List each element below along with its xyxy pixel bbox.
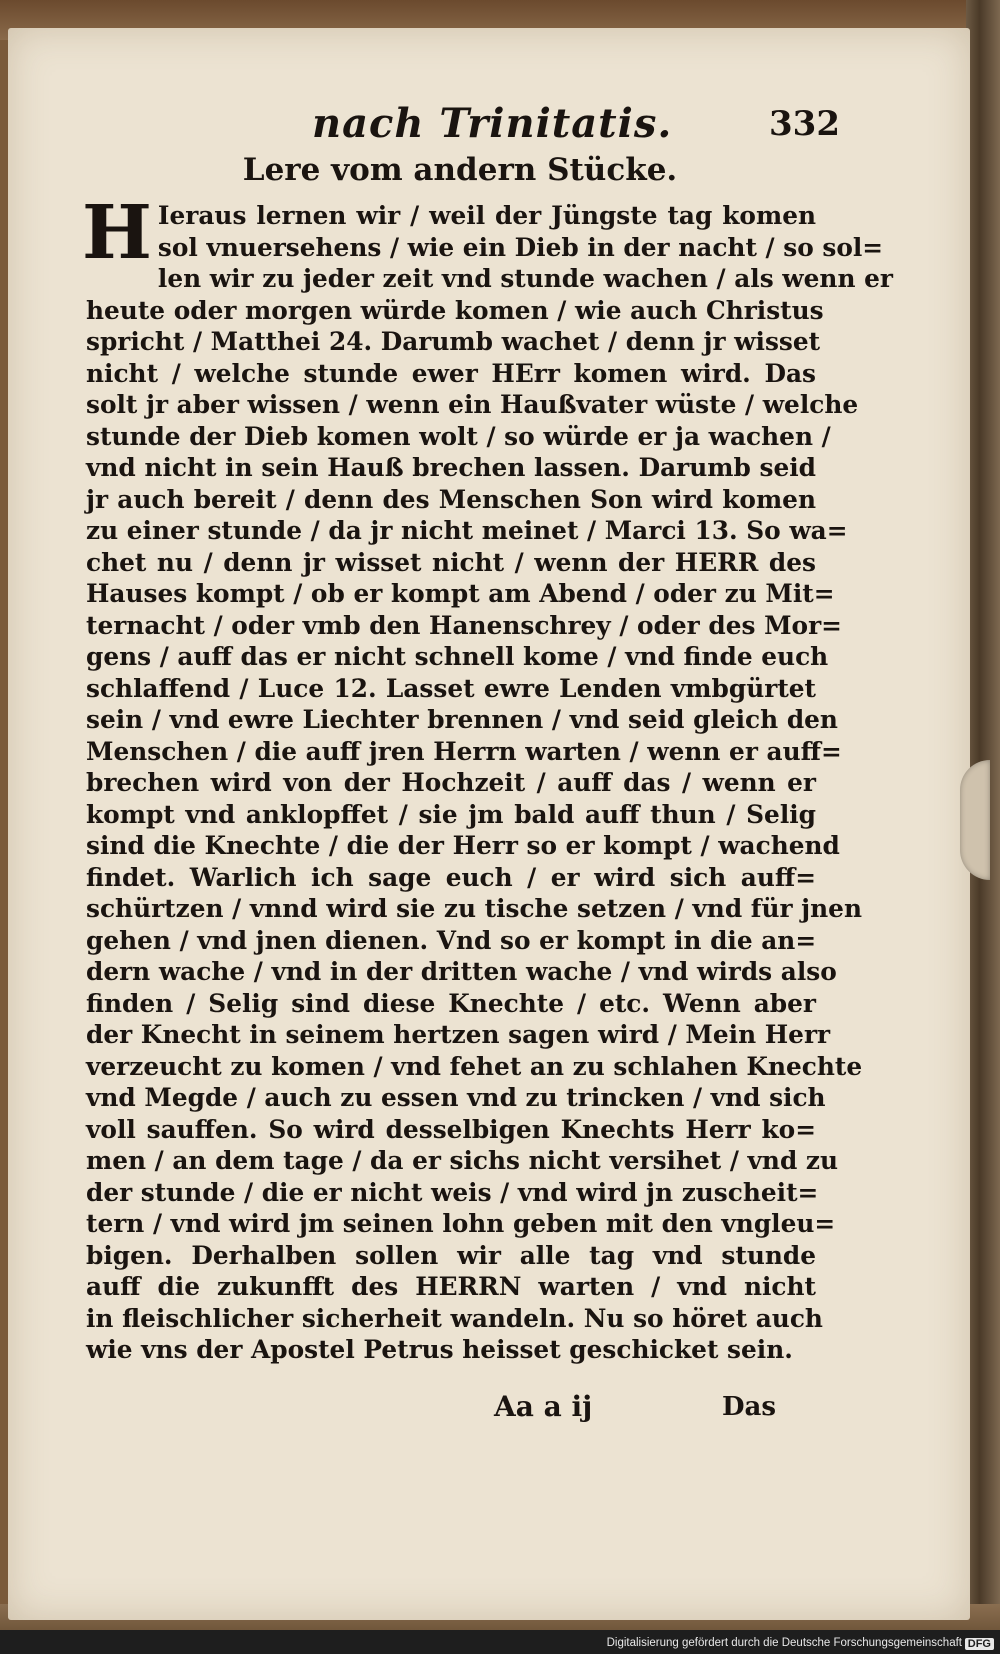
text-line: solt jr aber wissen / wenn ein Haußvater wüste / welche [86,390,859,419]
text-line: tern / vnd wird jm seinen lohn geben mit den vngleu= [86,1209,836,1238]
text-line: jr auch bereit / denn des Menschen Son wird komen [86,484,816,514]
signature-mark: Aa a ij [494,1390,593,1423]
dfg-credit-text: Digitalisierung gefördert durch die Deutsche Forschungsgemeinschaft [606,1637,962,1649]
running-head: nach Trinitatis. [312,100,673,147]
text-line: ternacht / oder vmb den Hanenschrey / oder des Mor= [86,610,842,640]
text-line: dern wache / vnd in der dritten wache / vnd wirds also [86,957,837,986]
text-line: chet nu / denn jr wisset nicht / wenn der HERR des [86,547,816,577]
text-line: gehen / vnd jnen dienen. Vnd so er kompt in die an= [86,925,817,955]
section-title: Lere vom andern Stücke. [242,152,678,188]
text-line: Ieraus lernen wir / weil der Jüngste tag komen [157,201,816,230]
text-lines [86,200,893,1366]
text-line: zu einer stunde / da jr nicht meinet / Marci 13. So wa= [86,516,848,545]
text-line: men / an dem tage / da er sichs nicht versihet / vnd zu [86,1146,839,1175]
text-line: stunde der Dieb komen wolt / so würde er ja wachen / [86,421,831,451]
text-line: findet. Warlich ich sage euch / er wird sich auff= [86,862,816,892]
text-line: nicht / welche stunde ewer HErr komen wird. Das [86,358,816,388]
text-line: der Knecht in seinem hertzen sagen wird / Mein Herr [86,1020,831,1049]
text-line: brechen wird von der Hochzeit / auff das / wenn er [86,768,816,797]
text-line: schlaffend / Luce 12. Lasset ewre Lenden vmbgürtet [86,673,816,703]
text-line: kompt vnd anklopffet / sie jm bald auff thun / Selig [86,799,816,829]
page-tab [960,760,990,880]
catchword: Das [722,1392,777,1422]
text-line: heute oder morgen würde komen / wie auch Christus [86,295,824,325]
text-line: auff die zukunfft des HERRN warten / vnd nicht [86,1272,816,1301]
text-line: der stunde / die er nicht weis / vnd wird jn zuscheit= [86,1177,819,1207]
text-line: vnd Megde / auch zu essen vnd zu trincken / vnd sich [86,1083,826,1112]
text-line: in fleischlicher sicherheit wandeln. Nu so höret auch [86,1303,823,1333]
text-line: bigen. Derhalben sollen wir alle tag vnd stunde [86,1240,816,1270]
page-header [80,100,840,156]
dfg-logo-icon: DFG [965,1638,994,1650]
text-line: wie vns der Apostel Petrus heisset geschicket sein. [86,1335,793,1364]
text-line: sein / vnd ewre Liechter brennen / vnd seid gleich den [86,705,838,734]
text-line: sind die Knechte / die der Herr so er kompt / wachend [86,831,840,860]
text-line: vnd nicht in sein Hauß brechen lassen. Darumb seid [86,453,816,482]
text-line: Menschen / die auff jren Herrn warten / wenn er auff= [86,736,842,766]
body-text [82,190,893,1366]
text-line: gens / auff das er nicht schnell kome / vnd finde euch [86,642,829,671]
text-line: Hauses kompt / ob er kompt am Abend / oder zu Mit= [86,579,835,608]
text-line: len wir zu jeder zeit vnd stunde wachen / als wenn er [157,264,893,293]
text-line: finden / Selig sind diese Knechte / etc. Wenn aber [86,988,816,1018]
text-line: schürtzen / vnnd wird sie zu tische setzen / vnd für jnen [86,894,862,923]
page-number: 332 [769,104,840,144]
dfg-credit-bar [0,1630,1000,1654]
text-line: voll sauffen. So wird desselbigen Knechts Herr ko= [86,1114,816,1144]
drop-capital: H [82,190,152,276]
text-line: verzeucht zu komen / vnd fehet an zu schlahen Knechte [86,1051,863,1081]
text-line: sol vnuersehens / wie ein Dieb in der nacht / so sol= [157,232,884,262]
text-line: spricht / Matthei 24. Darumb wachet / denn jr wisset [86,327,821,356]
